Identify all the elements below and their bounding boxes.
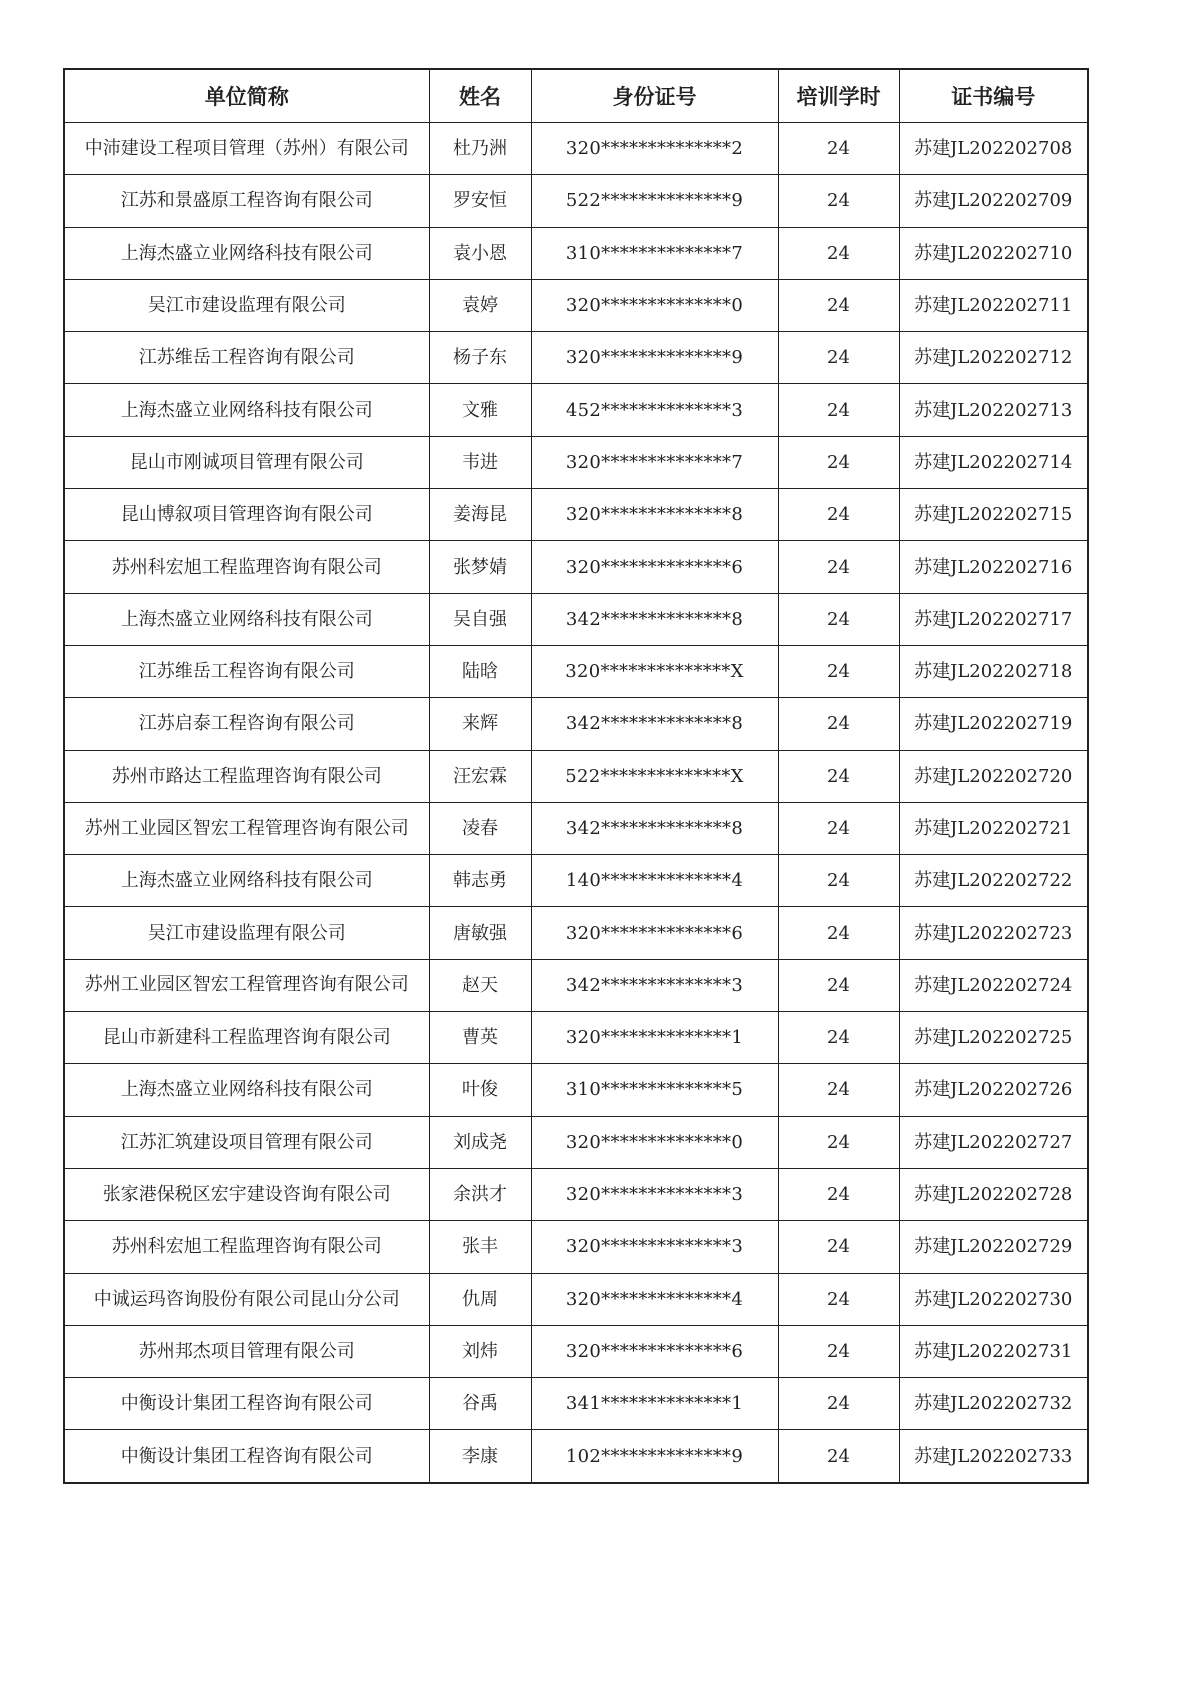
table-row xyxy=(64,1430,1088,1483)
cell-name: 杜乃洲 xyxy=(429,123,531,175)
cell-training-hours: 24 xyxy=(778,855,899,907)
cell-org: 中诚运玛咨询股份有限公司昆山分公司 xyxy=(64,1273,429,1325)
table-header xyxy=(64,69,1088,123)
cell-name: 李康 xyxy=(429,1430,531,1483)
cell-id-number: 320**************0 xyxy=(531,279,778,331)
cell-training-hours: 24 xyxy=(778,802,899,854)
cell-id-number: 341**************1 xyxy=(531,1378,778,1430)
cell-training-hours: 24 xyxy=(778,907,899,959)
cell-id-number: 342**************8 xyxy=(531,802,778,854)
table-row xyxy=(64,593,1088,645)
table-row xyxy=(64,698,1088,750)
cell-certificate-number: 苏建JL202202717 xyxy=(899,593,1088,645)
cell-training-hours: 24 xyxy=(778,750,899,802)
cell-name: 吴自强 xyxy=(429,593,531,645)
cell-training-hours: 24 xyxy=(778,1064,899,1116)
cell-certificate-number: 苏建JL202202718 xyxy=(899,645,1088,697)
cell-certificate-number: 苏建JL202202713 xyxy=(899,384,1088,436)
cell-name: 凌春 xyxy=(429,802,531,854)
table-row xyxy=(64,436,1088,488)
cell-id-number: 342**************8 xyxy=(531,698,778,750)
cell-org: 昆山市新建科工程监理咨询有限公司 xyxy=(64,1012,429,1064)
table-row xyxy=(64,227,1088,279)
cell-id-number: 522**************X xyxy=(531,750,778,802)
cell-certificate-number: 苏建JL202202729 xyxy=(899,1221,1088,1273)
cell-training-hours: 24 xyxy=(778,593,899,645)
cell-training-hours: 24 xyxy=(778,1325,899,1377)
cell-name: 张丰 xyxy=(429,1221,531,1273)
table-row xyxy=(64,123,1088,175)
cell-name: 来辉 xyxy=(429,698,531,750)
table-row xyxy=(64,750,1088,802)
cell-training-hours: 24 xyxy=(778,279,899,331)
cell-org: 上海杰盛立业网络科技有限公司 xyxy=(64,855,429,907)
cell-name: 陆晗 xyxy=(429,645,531,697)
cell-org: 昆山博叙项目管理咨询有限公司 xyxy=(64,489,429,541)
header-name: 姓名 xyxy=(429,69,531,123)
cell-name: 曹英 xyxy=(429,1012,531,1064)
header-id-number: 身份证号 xyxy=(531,69,778,123)
cell-org: 中衡设计集团工程咨询有限公司 xyxy=(64,1430,429,1483)
cell-certificate-number: 苏建JL202202712 xyxy=(899,332,1088,384)
cell-training-hours: 24 xyxy=(778,489,899,541)
cell-name: 姜海昆 xyxy=(429,489,531,541)
cell-certificate-number: 苏建JL202202732 xyxy=(899,1378,1088,1430)
cell-certificate-number: 苏建JL202202725 xyxy=(899,1012,1088,1064)
header-org: 单位简称 xyxy=(64,69,429,123)
cell-name: 谷禹 xyxy=(429,1378,531,1430)
cell-certificate-number: 苏建JL202202724 xyxy=(899,959,1088,1011)
cell-id-number: 310**************7 xyxy=(531,227,778,279)
table-row xyxy=(64,959,1088,1011)
table-row xyxy=(64,802,1088,854)
cell-name: 袁小恩 xyxy=(429,227,531,279)
cell-id-number: 320**************6 xyxy=(531,907,778,959)
cell-org: 江苏汇筑建设项目管理有限公司 xyxy=(64,1116,429,1168)
header-training-hours: 培训学时 xyxy=(778,69,899,123)
cell-org: 苏州工业园区智宏工程管理咨询有限公司 xyxy=(64,802,429,854)
table-row xyxy=(64,1325,1088,1377)
table-row xyxy=(64,541,1088,593)
cell-id-number: 320**************1 xyxy=(531,1012,778,1064)
cell-training-hours: 24 xyxy=(778,645,899,697)
table-row xyxy=(64,332,1088,384)
cell-certificate-number: 苏建JL202202727 xyxy=(899,1116,1088,1168)
cell-training-hours: 24 xyxy=(778,1430,899,1483)
cell-org: 吴江市建设监理有限公司 xyxy=(64,907,429,959)
table-row xyxy=(64,1273,1088,1325)
cell-name: 叶俊 xyxy=(429,1064,531,1116)
cell-name: 仇周 xyxy=(429,1273,531,1325)
cell-name: 韦进 xyxy=(429,436,531,488)
cell-org: 江苏维岳工程咨询有限公司 xyxy=(64,645,429,697)
cell-id-number: 320**************6 xyxy=(531,541,778,593)
cell-certificate-number: 苏建JL202202716 xyxy=(899,541,1088,593)
cell-name: 韩志勇 xyxy=(429,855,531,907)
cell-training-hours: 24 xyxy=(778,698,899,750)
cell-certificate-number: 苏建JL202202709 xyxy=(899,175,1088,227)
cell-name: 罗安恒 xyxy=(429,175,531,227)
cell-training-hours: 24 xyxy=(778,1116,899,1168)
cell-certificate-number: 苏建JL202202730 xyxy=(899,1273,1088,1325)
table-row xyxy=(64,1378,1088,1430)
cell-id-number: 320**************4 xyxy=(531,1273,778,1325)
cell-certificate-number: 苏建JL202202719 xyxy=(899,698,1088,750)
cell-id-number: 320**************0 xyxy=(531,1116,778,1168)
cell-id-number: 320**************3 xyxy=(531,1221,778,1273)
cell-org: 中衡设计集团工程咨询有限公司 xyxy=(64,1378,429,1430)
cell-org: 吴江市建设监理有限公司 xyxy=(64,279,429,331)
table-row xyxy=(64,1168,1088,1220)
cell-id-number: 320**************8 xyxy=(531,489,778,541)
cell-id-number: 140**************4 xyxy=(531,855,778,907)
cell-org: 上海杰盛立业网络科技有限公司 xyxy=(64,593,429,645)
cell-org: 苏州邦杰项目管理有限公司 xyxy=(64,1325,429,1377)
cell-training-hours: 24 xyxy=(778,1012,899,1064)
cell-training-hours: 24 xyxy=(778,332,899,384)
cell-training-hours: 24 xyxy=(778,384,899,436)
cell-id-number: 320**************7 xyxy=(531,436,778,488)
cell-certificate-number: 苏建JL202202711 xyxy=(899,279,1088,331)
cell-org: 江苏和景盛原工程咨询有限公司 xyxy=(64,175,429,227)
cell-name: 文雅 xyxy=(429,384,531,436)
cell-name: 袁婷 xyxy=(429,279,531,331)
cell-org: 苏州市路达工程监理咨询有限公司 xyxy=(64,750,429,802)
table-row xyxy=(64,175,1088,227)
table-row xyxy=(64,855,1088,907)
cell-org: 苏州工业园区智宏工程管理咨询有限公司 xyxy=(64,959,429,1011)
cell-training-hours: 24 xyxy=(778,541,899,593)
cell-certificate-number: 苏建JL202202731 xyxy=(899,1325,1088,1377)
cell-name: 唐敏强 xyxy=(429,907,531,959)
cell-certificate-number: 苏建JL202202728 xyxy=(899,1168,1088,1220)
cell-org: 昆山市刚诚项目管理有限公司 xyxy=(64,436,429,488)
cell-org: 上海杰盛立业网络科技有限公司 xyxy=(64,1064,429,1116)
cell-id-number: 522**************9 xyxy=(531,175,778,227)
cell-training-hours: 24 xyxy=(778,123,899,175)
table-row xyxy=(64,1012,1088,1064)
cell-name: 刘炜 xyxy=(429,1325,531,1377)
cell-org: 江苏启泰工程咨询有限公司 xyxy=(64,698,429,750)
cell-name: 张梦婧 xyxy=(429,541,531,593)
cell-id-number: 452**************3 xyxy=(531,384,778,436)
cell-org: 上海杰盛立业网络科技有限公司 xyxy=(64,384,429,436)
table-row xyxy=(64,489,1088,541)
table-row xyxy=(64,279,1088,331)
cell-org: 上海杰盛立业网络科技有限公司 xyxy=(64,227,429,279)
cell-certificate-number: 苏建JL202202733 xyxy=(899,1430,1088,1483)
cell-training-hours: 24 xyxy=(778,175,899,227)
cell-id-number: 320**************3 xyxy=(531,1168,778,1220)
table-row xyxy=(64,645,1088,697)
cell-certificate-number: 苏建JL202202722 xyxy=(899,855,1088,907)
cell-training-hours: 24 xyxy=(778,436,899,488)
cell-training-hours: 24 xyxy=(778,1273,899,1325)
cell-name: 刘成尧 xyxy=(429,1116,531,1168)
cell-certificate-number: 苏建JL202202708 xyxy=(899,123,1088,175)
cell-org: 苏州科宏旭工程监理咨询有限公司 xyxy=(64,1221,429,1273)
cell-training-hours: 24 xyxy=(778,1378,899,1430)
cell-id-number: 342**************3 xyxy=(531,959,778,1011)
cell-name: 杨子东 xyxy=(429,332,531,384)
cell-name: 赵天 xyxy=(429,959,531,1011)
cell-certificate-number: 苏建JL202202715 xyxy=(899,489,1088,541)
cell-org: 苏州科宏旭工程监理咨询有限公司 xyxy=(64,541,429,593)
cell-org: 江苏维岳工程咨询有限公司 xyxy=(64,332,429,384)
cell-certificate-number: 苏建JL202202710 xyxy=(899,227,1088,279)
table-row xyxy=(64,1221,1088,1273)
training-roster-table xyxy=(63,68,1089,1484)
cell-training-hours: 24 xyxy=(778,1168,899,1220)
table-body xyxy=(64,123,1088,1483)
table-row xyxy=(64,907,1088,959)
cell-training-hours: 24 xyxy=(778,1221,899,1273)
cell-id-number: 310**************5 xyxy=(531,1064,778,1116)
table-row xyxy=(64,1116,1088,1168)
cell-id-number: 342**************8 xyxy=(531,593,778,645)
cell-id-number: 102**************9 xyxy=(531,1430,778,1483)
cell-org: 张家港保税区宏宇建设咨询有限公司 xyxy=(64,1168,429,1220)
cell-certificate-number: 苏建JL202202714 xyxy=(899,436,1088,488)
header-certificate-number: 证书编号 xyxy=(899,69,1088,123)
cell-certificate-number: 苏建JL202202721 xyxy=(899,802,1088,854)
cell-id-number: 320**************X xyxy=(531,645,778,697)
cell-id-number: 320**************2 xyxy=(531,123,778,175)
cell-id-number: 320**************6 xyxy=(531,1325,778,1377)
cell-certificate-number: 苏建JL202202726 xyxy=(899,1064,1088,1116)
cell-certificate-number: 苏建JL202202720 xyxy=(899,750,1088,802)
cell-training-hours: 24 xyxy=(778,959,899,1011)
cell-org: 中沛建设工程项目管理（苏州）有限公司 xyxy=(64,123,429,175)
cell-training-hours: 24 xyxy=(778,227,899,279)
header-row xyxy=(64,69,1088,123)
cell-id-number: 320**************9 xyxy=(531,332,778,384)
cell-name: 汪宏霖 xyxy=(429,750,531,802)
table-row xyxy=(64,384,1088,436)
table-row xyxy=(64,1064,1088,1116)
cell-certificate-number: 苏建JL202202723 xyxy=(899,907,1088,959)
cell-name: 余洪才 xyxy=(429,1168,531,1220)
